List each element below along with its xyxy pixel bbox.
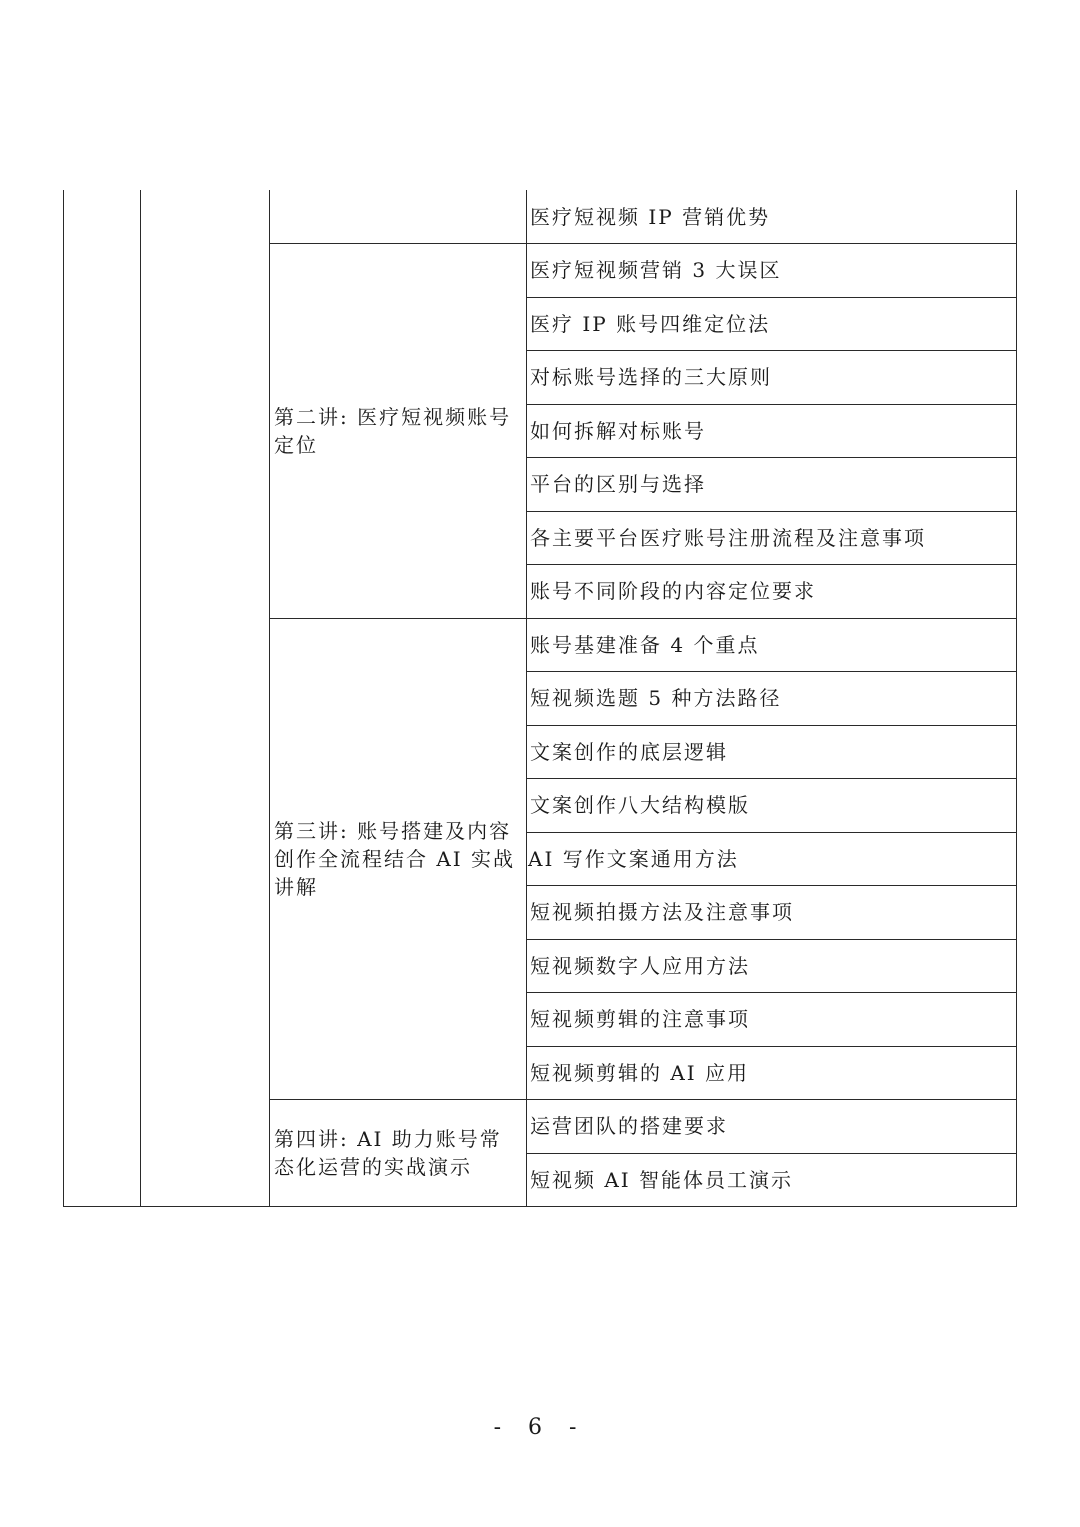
item-cell: 账号不同阶段的内容定位要求	[527, 565, 1017, 619]
item-cell: 短视频剪辑的 AI 应用	[527, 1046, 1017, 1100]
item-cell: 医疗 IP 账号四维定位法	[527, 297, 1017, 351]
item-cell: 文案创作的底层逻辑	[527, 725, 1017, 779]
item-cell: 文案创作八大结构模版	[527, 779, 1017, 833]
item-cell: 短视频 AI 智能体员工演示	[527, 1153, 1017, 1207]
item-cell: 运营团队的搭建要求	[527, 1100, 1017, 1154]
item-cell: 各主要平台医疗账号注册流程及注意事项	[527, 511, 1017, 565]
item-cell: 对标账号选择的三大原则	[527, 351, 1017, 405]
table-row	[64, 190, 1017, 244]
item-cell: 短视频剪辑的注意事项	[527, 993, 1017, 1047]
lecture-2-title: 第二讲: 医疗短视频账号定位	[270, 244, 527, 619]
lecture-cell	[270, 190, 527, 244]
item-cell: 医疗短视频营销 3 大误区	[527, 244, 1017, 298]
item-cell: 医疗短视频 IP 营销优势	[527, 190, 1017, 244]
lecture-3-title: 第三讲: 账号搭建及内容创作全流程结合 AI 实战讲解	[270, 618, 527, 1100]
item-cell: 账号基建准备 4 个重点	[527, 618, 1017, 672]
empty-column-2-cell	[141, 190, 270, 1207]
empty-column-1-cell	[64, 190, 141, 1207]
item-cell: 短视频拍摄方法及注意事项	[527, 886, 1017, 940]
lecture-4-title: 第四讲: AI 助力账号常态化运营的实战演示	[270, 1100, 527, 1207]
item-cell: 平台的区别与选择	[527, 458, 1017, 512]
item-cell: 短视频选题 5 种方法路径	[527, 672, 1017, 726]
course-table	[63, 190, 1017, 1207]
page-number: - 6 -	[493, 1415, 587, 1440]
item-cell: 如何拆解对标账号	[527, 404, 1017, 458]
item-cell: AI 写作文案通用方法	[527, 832, 1017, 886]
item-cell: 短视频数字人应用方法	[527, 939, 1017, 993]
